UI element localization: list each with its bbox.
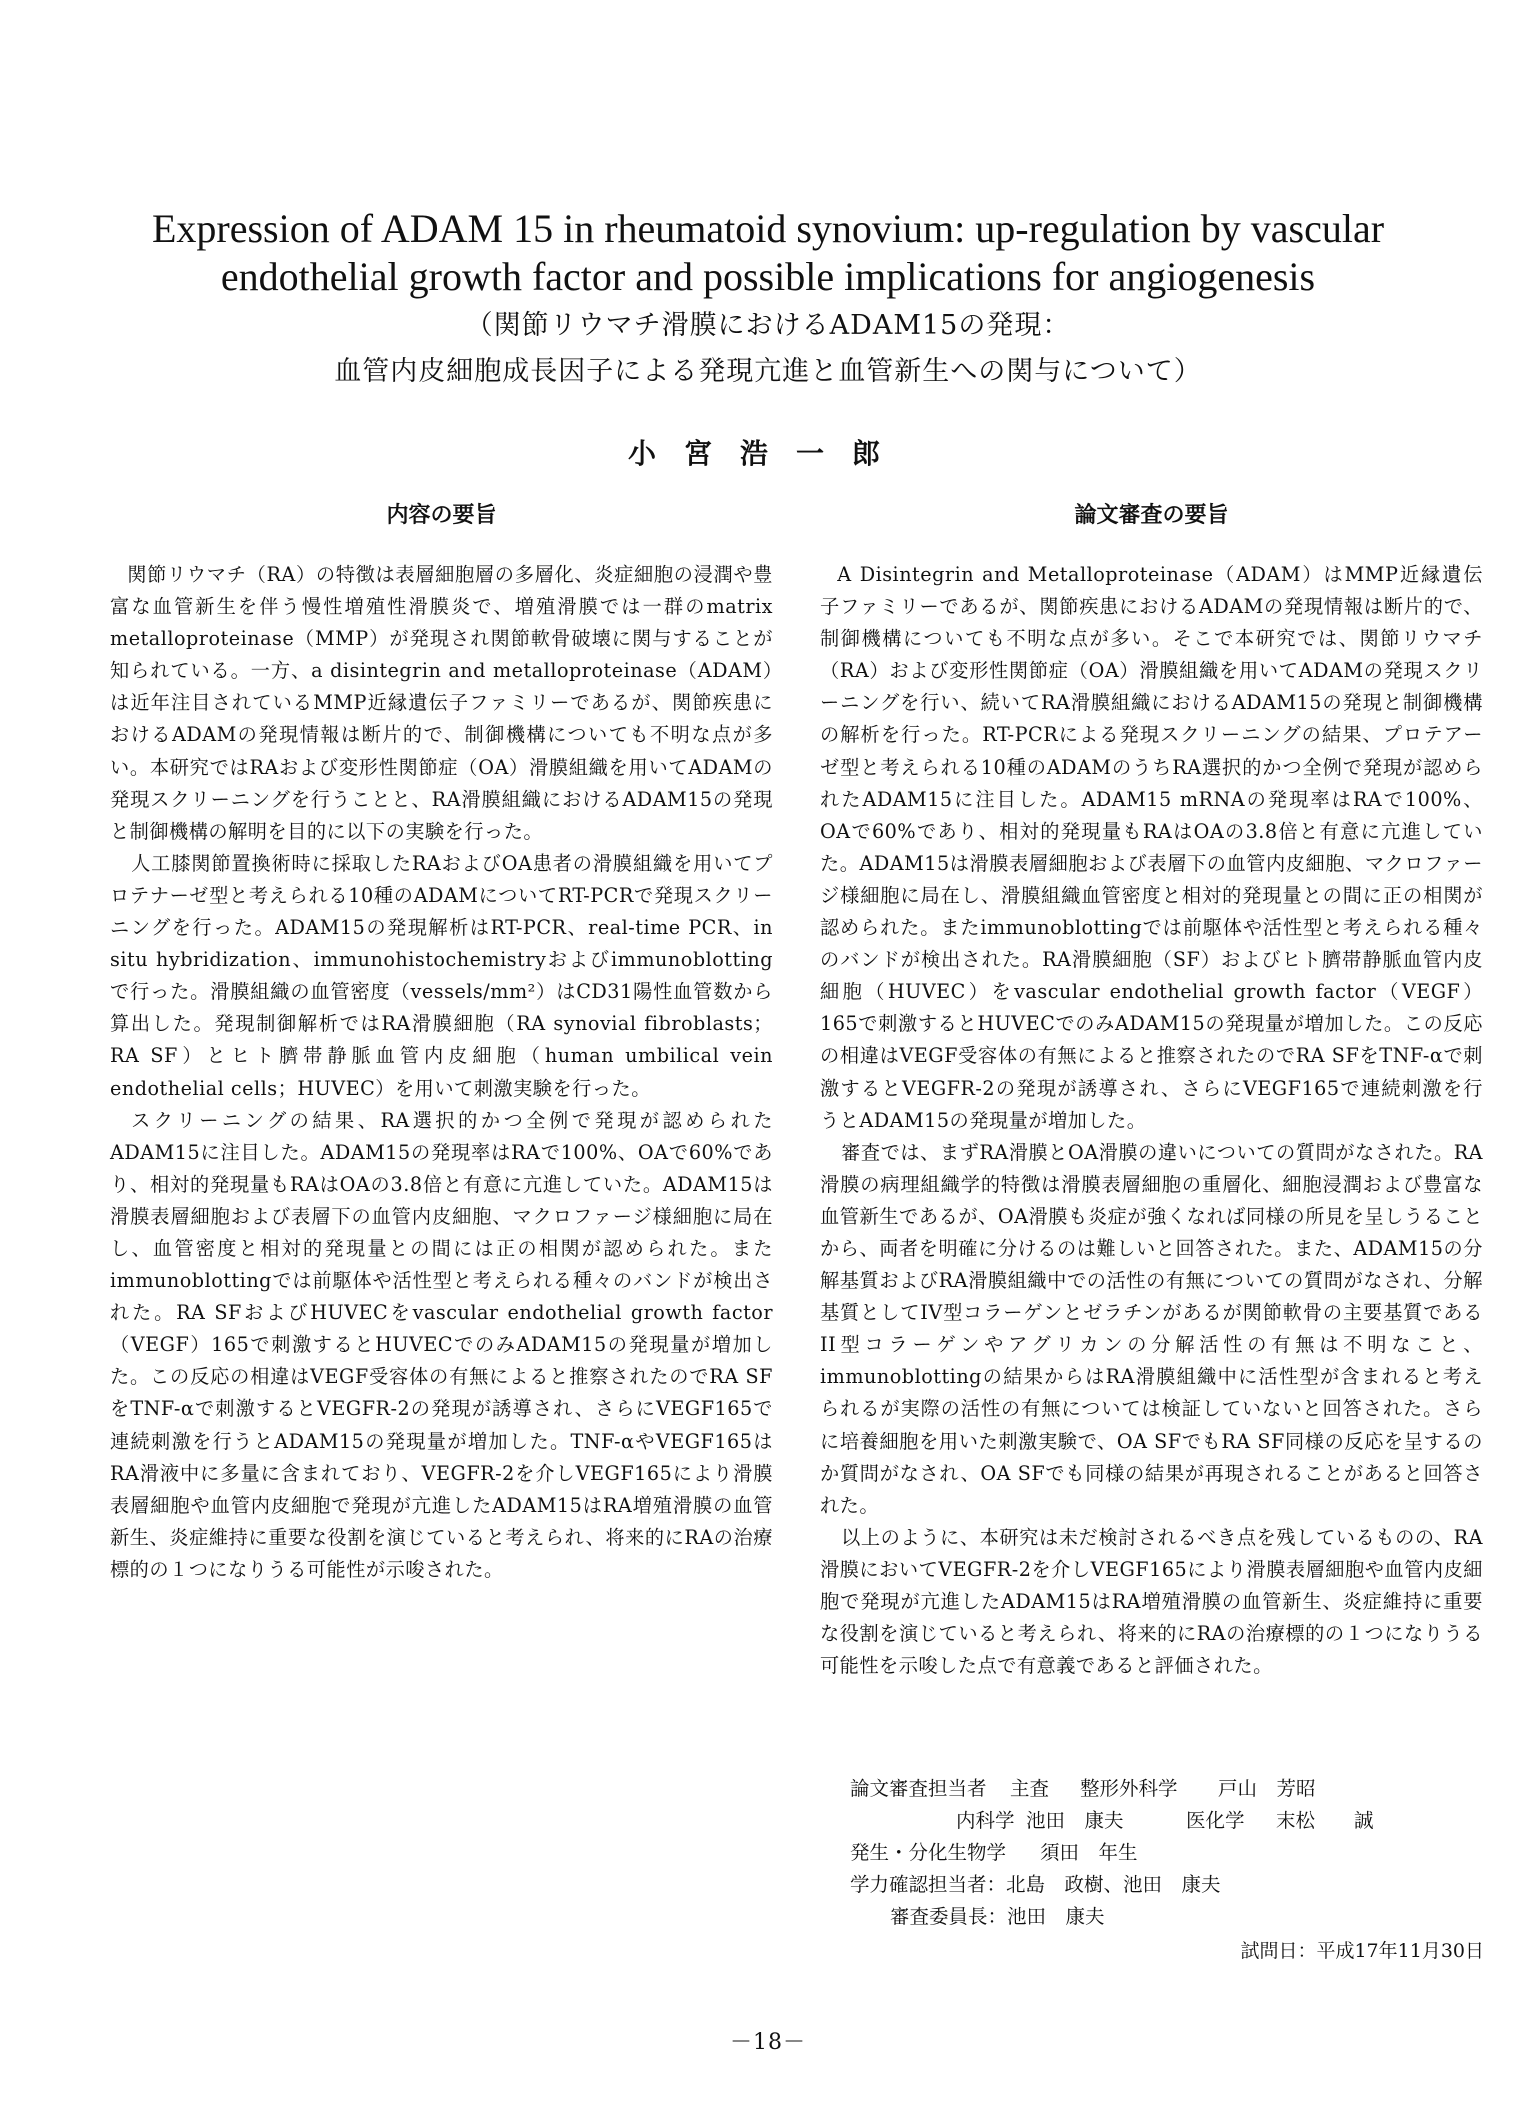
staff-row-members bbox=[850, 1805, 1490, 1837]
right-paragraph-3: 以上のように、本研究は未だ検討されるべき点を残しているものの、RA滑膜においてVEGFR-2を介しVEGF165により滑膜表層細胞や血管内皮細胞で発現が亢進したADAM15はRA増殖滑膜の血管新生、炎症維持に重要な役割を演じていると考えられ、将来的にRAの治療標的の１つになりうる可能性を示唆した点で有意義であると評価された。 bbox=[820, 1525, 1483, 1678]
staff-row-chair: 審査委員長：池田 康夫 bbox=[890, 1905, 1105, 1928]
staff-name: 戸山 芳昭 bbox=[1218, 1777, 1316, 1800]
title-en-line2: endothelial growth factor and possible implications for angiogenesis bbox=[220, 254, 1316, 299]
left-column bbox=[110, 498, 773, 1586]
staff-row-chief bbox=[850, 1773, 1490, 1805]
title-block bbox=[130, 205, 1406, 395]
staff-name: 須田 年生 bbox=[1040, 1841, 1138, 1864]
staff-row-confirm: 学力確認担当者：北島 政樹、池田 康夫 bbox=[850, 1873, 1221, 1896]
title-ja-line1: （関節リウマチ滑膜におけるADAM15の発現： bbox=[465, 310, 1071, 341]
staff-name: 池田 康夫 bbox=[1026, 1809, 1124, 1832]
staff-dept: 内科学 bbox=[956, 1809, 1015, 1832]
right-heading: 論文審査の要旨 bbox=[1074, 503, 1229, 528]
staff-label: 論文審査担当者 bbox=[850, 1777, 987, 1800]
staff-dept: 医化学 bbox=[1186, 1809, 1245, 1832]
title-ja-line2: 血管内皮細胞成長因子による発現亢進と血管新生への関与について） bbox=[334, 356, 1202, 387]
page-number: －18－ bbox=[730, 2030, 806, 2055]
left-paragraph-2: 人工膝関節置換術時に採取したRAおよびOA患者の滑膜組織を用いてプロテナーゼ型と考えられる10種のADAMについてRT-PCRで発現スクリーニングを行った。ADAM15の発現解析はRT-PCR、real-time PCR、in situ hybridization、immunohistochemistryおよびimmunoblottingで行った。滑膜組織の血管密度（vessels/mm²）はCD31陽性血管数から算出した。発現制御解析ではRA滑膜細胞（RA synovial fibroblasts；RA SF）とヒト臍帯静脈血管内皮細胞（human umbilical vein endothelial cells；HUVEC）を用いて刺激実験を行った。 bbox=[110, 851, 773, 1100]
staff-dept: 発生・分化生物学 bbox=[850, 1841, 1007, 1864]
exam-date: 試問日：平成17年11月30日 bbox=[1240, 1940, 1484, 1962]
review-staff bbox=[850, 1773, 1490, 1933]
right-paragraph-2: 審査では、まずRA滑膜とOA滑膜の違いについての質問がなされた。RA滑膜の病理組織学的特徴は滑膜表層細胞の重層化、細胞浸潤および豊富な血管新生であるが、OA滑膜も炎症が強くなれば同様の所見を呈しうることから、両者を明確に分けるのは難しいと回答された。また、ADAM15の分解基質およびRA滑膜組織中での活性の有無についての質問がなされ、分解基質としてIV型コラーゲンとゼラチンがあるが関節軟骨の主要基質であるII型コラーゲンやアグリカンの分解活性の有無は不明なこと、immunoblottingの結果からはRA滑膜組織中に活性型が含まれると考えられるが実際の活性の有無については検証していないと回答された。さらに培養細胞を用いた刺激実験で、OA SFでもRA SF同様の反応を呈するのか質問がなされ、OA SFでも同様の結果が再現されることがあると回答された。 bbox=[820, 1140, 1483, 1517]
staff-row-member bbox=[850, 1837, 1490, 1869]
staff-role: 主査 bbox=[1010, 1777, 1050, 1800]
author-name: 小宮浩一郎 bbox=[627, 437, 908, 470]
left-paragraph-3: スクリーニングの結果、RA選択的かつ全例で発現が認められたADAM15に注目した。ADAM15の発現率はRAで100%、OAで60%であり、相対的発現量もRAはOAの3.8倍と有意に亢進していた。ADAM15は滑膜表層細胞および表層下の血管内皮細胞、マクロファージ様細胞に局在し、血管密度と相対的発現量との間には正の相関が認められた。またimmunoblottingでは前駆体や活性型と考えられる種々のバンドが検出された。RA SFおよびHUVECをvascular endothelial growth factor（VEGF）165で刺激するとHUVECでのみADAM15の発現量が増加した。この反応の相違はVEGF受容体の有無によると推察されたのでRA SFをTNF-αで刺激するとVEGFR-2の発現が誘導され、さらにVEGF165で連続刺激を行うとADAM15の発現量が増加した。TNF-αやVEGF165はRA滑液中に多量に含まれており、VEGFR-2を介しVEGF165により滑膜表層細胞や血管内皮細胞で発現が亢進したADAM15はRA増殖滑膜の血管新生、炎症維持に重要な役割を演じていると考えられ、将来的にRAの治療標的の１つになりうる可能性が示唆された。 bbox=[110, 1108, 773, 1581]
left-heading: 内容の要旨 bbox=[386, 503, 497, 528]
left-paragraph-1: 関節リウマチ（RA）の特徴は表層細胞層の多層化、炎症細胞の浸潤や豊富な血管新生を伴う慢性増殖性滑膜炎で、増殖滑膜では一群のmatrix metalloproteinase（MMP）が発現され関節軟骨破壊に関与することが知られている。一方、a disintegrin and metalloproteinase（ADAM）は近年注目されているMMP近縁遺伝子ファミリーであるが、関節疾患におけるADAMの発現情報は断片的で、制御機構についても不明な点が多い。本研究ではRAおよび変形性関節症（OA）滑膜組織を用いてADAMの発現スクリーニングを行うことと、RA滑膜組織におけるADAM15の発現と制御機構の解明を目的に以下の実験を行った。 bbox=[110, 563, 773, 843]
right-paragraph-1: A Disintegrin and Metalloproteinase（ADAM）はMMP近縁遺伝子ファミリーであるが、関節疾患におけるADAMの発現情報は断片的で、制御機構についても不明な点が多い。そこで本研究では、関節リウマチ（RA）および変形性関節症（OA）滑膜組織を用いてADAMの発現スクリーニングを行い、続いてRA滑膜組織におけるADAM15の発現と制御機構の解析を行った。RT-PCRによる発現スクリーニングの結果、プロテアーゼ型と考えられる10種のADAMのうちRA選択的かつ全例で発現が認められたADAM15に注目した。ADAM15 mRNAの発現率はRAで100%、OAで60%であり、相対的発現量もRAはOAの3.8倍と有意に亢進していた。ADAM15は滑膜表層細胞および表層下の血管内皮細胞、マクロファージ様細胞に局在し、滑膜組織血管密度と相対的発現量との間に正の相関が認められた。またimmunoblottingでは前駆体や活性型と考えられる種々のバンドが検出された。RA滑膜細胞（SF）およびヒト臍帯静脈血管内皮細胞（HUVEC）をvascular endothelial growth factor（VEGF）165で刺激するとHUVECでのみADAM15の発現量が増加した。この反応の相違はVEGF受容体の有無によると推察されたのでRA SFをTNF-αで刺激するとVEGFR-2の発現が誘導され、さらにVEGF165で連続刺激を行うとADAM15の発現量が増加した。 bbox=[820, 563, 1483, 1132]
title-en-line1: Expression of ADAM 15 in rheumatoid synovium: up-regulation by vascular bbox=[151, 206, 1385, 251]
staff-name: 末松 誠 bbox=[1276, 1809, 1374, 1832]
staff-dept: 整形外科学 bbox=[1080, 1777, 1178, 1800]
right-column bbox=[820, 498, 1483, 1682]
